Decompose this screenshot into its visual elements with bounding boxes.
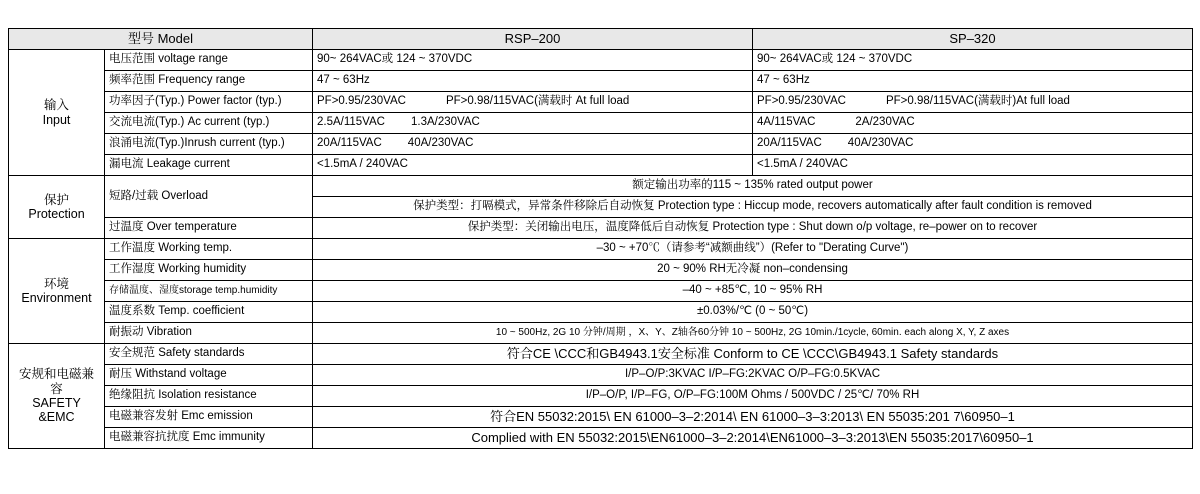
group-input-cn: 输入	[43, 98, 69, 113]
cell-sp-power-factor-b: PF>0.98/115VAC(满载时)At full load	[885, 95, 1070, 108]
group-protection-cn: 保护	[43, 192, 69, 207]
group-input	[9, 50, 105, 176]
table-row	[9, 92, 1193, 113]
row-label-ac-current: 交流电流(Typ.) Ac current (typ.)	[105, 113, 313, 134]
group-safety-emc-cn: 安规和电磁兼容	[18, 367, 94, 396]
cell-safety-standards: 符合CE \CCC和GB4943.1安全标准 Conform to CE \CCC\GB4943.1 Safety standards	[313, 344, 1193, 365]
cell-sp-frequency-range: 47 ~ 63Hz	[753, 71, 1193, 92]
group-input-en: Input	[42, 112, 71, 127]
table-row	[9, 260, 1193, 281]
row-label-power-factor: 功率因子(Typ.) Power factor (typ.)	[105, 92, 313, 113]
table-row	[9, 239, 1193, 260]
row-label-safety-standards: 安全规范 Safety standards	[105, 344, 313, 365]
row-label-working-temp: 工作温度 Working temp.	[105, 239, 313, 260]
cell-rsp-ac-current	[313, 113, 753, 134]
cell-rsp-inrush-current-a: 20A/115VAC	[317, 137, 382, 150]
header-model: 型号 Model	[9, 29, 313, 50]
cell-storage-temp-humidity: –40 ~ +85℃, 10 ~ 95% RH	[313, 281, 1193, 302]
row-label-voltage-range: 电压范围 voltage range	[105, 50, 313, 71]
row-label-overload: 短路/过载 Overload	[105, 176, 313, 218]
table-row	[9, 365, 1193, 386]
group-protection-en: Protection	[28, 207, 85, 221]
table-row	[9, 218, 1193, 239]
row-label-withstand-voltage: 耐压 Withstand voltage	[105, 365, 313, 386]
specification-table	[8, 28, 1193, 449]
row-label-working-humidity: 工作湿度 Working humidity	[105, 260, 313, 281]
cell-sp-leakage-current: <1.5mA / 240VAC	[753, 155, 1193, 176]
cell-rsp-ac-current-a: 2.5A/115VAC	[317, 116, 385, 129]
cell-sp-ac-current-b: 2A/230VAC	[855, 116, 915, 129]
table-row	[9, 134, 1193, 155]
header-col-sp320: SP–320	[753, 29, 1193, 50]
table-row	[9, 302, 1193, 323]
cell-isolation-resistance: I/P–O/P, I/P–FG, O/P–FG:100M Ohms / 500VDC / 25℃/ 70% RH	[313, 386, 1193, 407]
cell-rsp-frequency-range: 47 ~ 63Hz	[313, 71, 753, 92]
cell-over-temperature: 保护类型：关闭输出电压，温度降低后自动恢复 Protection type : Shut down o/p voltage, re–power on to recover	[313, 218, 1193, 239]
table-header-row	[9, 29, 1193, 50]
cell-withstand-voltage: I/P–O/P:3KVAC I/P–FG:2KVAC O/P–FG:0.5KVAC	[313, 365, 1193, 386]
table-row	[9, 407, 1193, 428]
cell-sp-ac-current-a: 4A/115VAC	[757, 116, 816, 129]
group-environment-en: Environment	[21, 291, 92, 305]
cell-rsp-voltage-range: 90~ 264VAC或 124 ~ 370VDC	[313, 50, 753, 71]
group-safety-emc-en: SAFETY &EMC	[32, 396, 81, 425]
cell-sp-inrush-current	[753, 134, 1193, 155]
cell-emc-emission: 符合EN 55032:2015\ EN 61000–3–2:2014\ EN 61000–3–3:2013\ EN 55035:201 7\60950–1	[313, 407, 1193, 428]
row-label-leakage-current: 漏电流 Leakage current	[105, 155, 313, 176]
row-label-vibration: 耐振动 Vibration	[105, 323, 313, 344]
table-row	[9, 155, 1193, 176]
cell-rsp-power-factor	[313, 92, 753, 113]
cell-overload-protection-type: 保护类型：打嗝模式，异常条件移除后自动恢复 Protection type : Hiccup mode, recovers automatically after fault condition is removed	[313, 197, 1193, 218]
table-row	[9, 176, 1193, 197]
cell-emc-immunity: Complied with EN 55032:2015\EN61000–3–2:2014\EN61000–3–3:2013\EN 55035:2017\60950–1	[313, 428, 1193, 449]
row-label-over-temperature: 过温度 Over temperature	[105, 218, 313, 239]
header-col-rsp200: RSP–200	[313, 29, 753, 50]
table-row	[9, 428, 1193, 449]
cell-rsp-ac-current-b: 1.3A/230VAC	[410, 116, 480, 129]
cell-rsp-inrush-current	[313, 134, 753, 155]
row-label-emc-immunity: 电磁兼容抗扰度 Emc immunity	[105, 428, 313, 449]
table-row	[9, 71, 1193, 92]
cell-sp-inrush-current-b: 40A/230VAC	[847, 137, 914, 150]
row-label-storage-temp-humidity: 存储温度、湿度storage temp.humidity	[105, 281, 313, 302]
cell-rsp-power-factor-b: PF>0.98/115VAC(满载时 At full load	[445, 95, 630, 108]
cell-sp-voltage-range: 90~ 264VAC或 124 ~ 370VDC	[753, 50, 1193, 71]
table-row	[9, 113, 1193, 134]
row-label-isolation-resistance: 绝缘阻抗 Isolation resistance	[105, 386, 313, 407]
cell-working-humidity: 20 ~ 90% RH无冷凝 non–condensing	[313, 260, 1193, 281]
row-label-emc-emission: 电磁兼容发射 Emc emission	[105, 407, 313, 428]
cell-rsp-power-factor-a: PF>0.95/230VAC	[317, 95, 406, 108]
group-environment-cn: 环境	[43, 276, 69, 291]
cell-sp-power-factor-a: PF>0.95/230VAC	[757, 95, 846, 108]
table-row	[9, 386, 1193, 407]
table-row	[9, 344, 1193, 365]
row-label-temp-coefficient: 温度系数 Temp. coefficient	[105, 302, 313, 323]
group-safety-emc	[9, 344, 105, 449]
table-row	[9, 281, 1193, 302]
row-label-frequency-range: 频率范围 Frequency range	[105, 71, 313, 92]
cell-overload-rating: 额定输出功率的115 ~ 135% rated output power	[313, 176, 1193, 197]
group-protection	[9, 176, 105, 239]
cell-working-temp: –30 ~ +70℃（请参考“减额曲线”）(Refer to "Derating Curve")	[313, 239, 1193, 260]
cell-sp-inrush-current-a: 20A/115VAC	[757, 137, 822, 150]
row-label-inrush-current: 浪涌电流(Typ.)Inrush current (typ.)	[105, 134, 313, 155]
cell-sp-power-factor	[753, 92, 1193, 113]
cell-vibration: 10 ~ 500Hz, 2G 10 分钟/周期 ，X、Y、Z轴各60分钟 10 ~ 500Hz, 2G 10min./1cycle, 60min. each along X, Y, Z axes	[313, 323, 1193, 344]
group-environment	[9, 239, 105, 344]
table-row	[9, 50, 1193, 71]
table-row	[9, 323, 1193, 344]
cell-sp-ac-current	[753, 113, 1193, 134]
cell-rsp-leakage-current: <1.5mA / 240VAC	[313, 155, 753, 176]
cell-temp-coefficient: ±0.03%/℃ (0 ~ 50℃)	[313, 302, 1193, 323]
cell-rsp-inrush-current-b: 40A/230VAC	[407, 137, 474, 150]
